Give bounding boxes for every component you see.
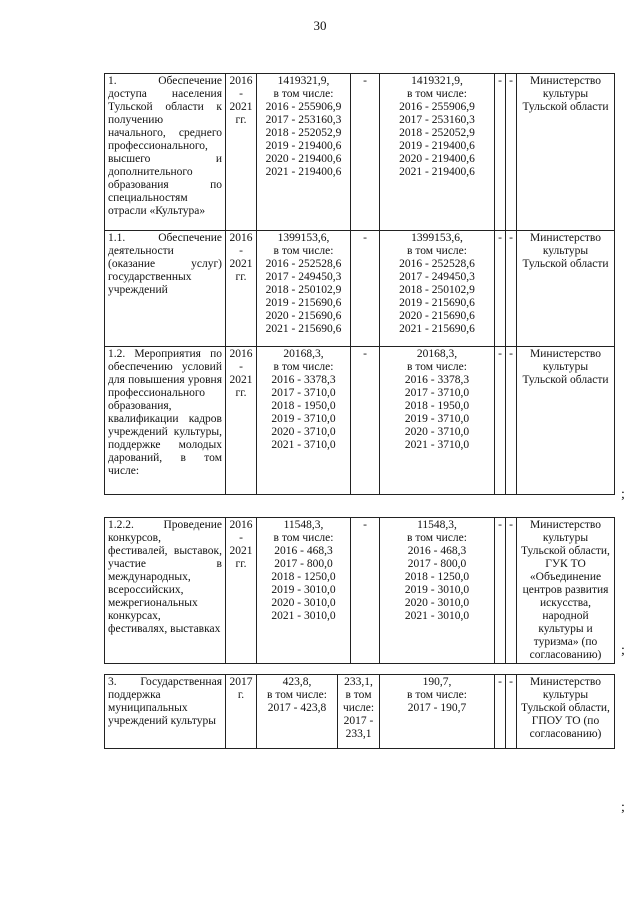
total-funding-cell-line: 20168,3, <box>283 348 324 360</box>
period-cell-line: гг. <box>235 558 247 570</box>
regional-funding-cell-line: 2018 - 250102,9 <box>399 284 475 296</box>
total-funding-cell-line: в том числе: <box>267 689 327 701</box>
regional-funding-cell-line: 11548,3, <box>417 519 457 531</box>
regional-funding-cell-line: 2018 - 252052,9 <box>399 127 475 139</box>
regional-funding-cell-line: 2020 - 219400,6 <box>399 153 475 165</box>
regional-funding-cell-line: 2017 - 3710,0 <box>404 387 470 399</box>
regional-funding-cell-line: в том числе: <box>407 361 467 373</box>
period-cell-line: - <box>239 532 243 544</box>
other-funding-cell: - <box>506 74 517 231</box>
activity-name-cell: 1.2. Мероприятия по обеспечению условий для повышения уровня профессионального образования, квалификации кадров учреждений культуры, поддержке молодых дарований, в том числе: <box>105 347 226 495</box>
regional-funding-cell-line: 2016 - 252528,6 <box>399 258 475 270</box>
total-funding-cell-line: 2021 - 215690,6 <box>265 323 342 335</box>
regional-funding-cell <box>380 231 495 347</box>
total-funding-cell-line: 2020 - 3710,0 <box>271 426 336 438</box>
federal-funding-cell <box>351 518 380 664</box>
total-funding-cell-line: 2019 - 215690,6 <box>265 297 342 309</box>
period-cell-line: - <box>239 245 243 257</box>
regional-funding-cell-line: в том числе: <box>407 689 467 701</box>
activity-name-cell: 1.2.2. Проведение конкурсов, фестивалей, выставок, участие в международных, всероссийских, межрегиональных конкурсах, фестивалях, выставках <box>105 518 226 664</box>
executor-cell: Министерство культуры Тульской области <box>517 74 615 231</box>
separator-semicolon: ; <box>621 643 625 658</box>
total-funding-cell-line: 423,8, <box>282 676 312 688</box>
federal-funding-cell-line: - <box>363 232 367 244</box>
regional-funding-cell <box>380 518 495 664</box>
period-cell <box>226 518 257 664</box>
regional-funding-cell-line: 2017 - 800,0 <box>407 558 467 570</box>
period-cell-line: 2021 <box>229 258 253 270</box>
regional-funding-cell-line: 20168,3, <box>416 348 458 360</box>
table-row <box>105 518 615 664</box>
total-funding-cell-line: в том числе: <box>273 361 334 373</box>
total-funding-cell-line: 2018 - 250102,9 <box>265 284 342 296</box>
total-funding-cell-line: 2017 - 3710,0 <box>271 387 336 399</box>
federal-funding-cell-line: числе: <box>342 702 375 714</box>
federal-funding-cell <box>351 231 380 347</box>
federal-funding-cell <box>338 675 380 749</box>
regional-funding-cell-line: 2016 - 3378,3 <box>404 374 470 386</box>
federal-funding-cell-line: - <box>363 75 367 87</box>
page-number: 30 <box>313 18 327 33</box>
executor-cell: Министерство культуры Тульской области <box>517 347 615 495</box>
activity-name-cell: 1.1. Обеспечение деятельности (оказание услуг) государственных учреждений <box>105 231 226 347</box>
regional-funding-cell-line: 2021 - 3710,0 <box>404 439 470 451</box>
table-row <box>105 347 615 495</box>
regional-funding-cell-line: 1419321,9, <box>411 75 463 87</box>
total-funding-cell-line: 11548,3, <box>283 519 324 531</box>
period-cell <box>226 347 257 495</box>
total-funding-cell-line: 2018 - 1250,0 <box>271 571 336 583</box>
other-funding-cell: - <box>506 231 517 347</box>
regional-funding-cell-line: 2021 - 219400,6 <box>399 166 475 178</box>
total-funding-cell-line: 2019 - 219400,6 <box>265 140 342 152</box>
total-funding-cell-line: 1399153,6, <box>277 232 330 244</box>
period-cell-line: гг. <box>235 114 247 126</box>
separator-semicolon: ; <box>621 800 625 815</box>
period-cell <box>226 675 257 749</box>
municipal-funding-cell: - <box>495 347 506 495</box>
period-cell <box>226 231 257 347</box>
municipal-funding-cell: - <box>495 231 506 347</box>
other-funding-cell: - <box>506 347 517 495</box>
table-row <box>105 74 615 231</box>
total-funding-cell-line: 2018 - 1950,0 <box>271 400 336 412</box>
total-funding-cell-line: 2020 - 219400,6 <box>265 153 342 165</box>
regional-funding-cell <box>380 74 495 231</box>
total-funding-cell-line: в том числе: <box>273 532 334 544</box>
other-funding-cell: - <box>506 518 517 664</box>
federal-funding-cell-line: - <box>363 348 367 360</box>
period-cell-line: 2021 <box>229 101 253 113</box>
total-funding-cell <box>257 231 351 347</box>
regional-funding-cell-line: в том числе: <box>407 245 467 257</box>
period-cell-line: г. <box>237 689 245 701</box>
total-funding-cell-line: 2020 - 3010,0 <box>271 597 336 609</box>
total-funding-cell-line: 2016 - 3378,3 <box>271 374 336 386</box>
regional-funding-cell-line: 2020 - 215690,6 <box>399 310 475 322</box>
total-funding-cell-line: 2017 - 253160,3 <box>265 114 342 126</box>
regional-funding-cell-line: 2021 - 215690,6 <box>399 323 475 335</box>
total-funding-cell <box>257 74 351 231</box>
regional-funding-cell-line: 2019 - 3010,0 <box>404 584 470 596</box>
regional-funding-cell-line: 2016 - 255906,9 <box>399 101 475 113</box>
table-row <box>105 675 615 749</box>
total-funding-cell-line: 2016 - 468,3 <box>274 545 333 557</box>
regional-funding-cell-line: 2016 - 468,3 <box>407 545 467 557</box>
regional-funding-cell-line: 190,7, <box>422 676 452 688</box>
regional-funding-cell-line: в том числе: <box>407 88 467 100</box>
regional-funding-cell-line: 2017 - 253160,3 <box>399 114 475 126</box>
program-table-block-2 <box>104 517 615 664</box>
municipal-funding-cell: - <box>495 518 506 664</box>
regional-funding-cell-line: в том числе: <box>407 532 467 544</box>
total-funding-cell-line: 2019 - 3010,0 <box>271 584 336 596</box>
period-cell-line: - <box>239 361 243 373</box>
federal-funding-cell <box>351 347 380 495</box>
federal-funding-cell <box>351 74 380 231</box>
regional-funding-cell-line: 2020 - 3710,0 <box>404 426 470 438</box>
municipal-funding-cell: - <box>495 675 506 749</box>
federal-funding-cell-line: 233,1, <box>344 676 373 688</box>
program-table-block-3 <box>104 674 615 749</box>
regional-funding-cell-line: 1399153,6, <box>411 232 463 244</box>
table-row <box>105 231 615 347</box>
regional-funding-cell-line: 2019 - 3710,0 <box>404 413 470 425</box>
total-funding-cell-line: 2020 - 215690,6 <box>265 310 342 322</box>
activity-name-cell: 3. Государственная поддержка муниципальных учреждений культуры <box>105 675 226 749</box>
separator-semicolon: ; <box>621 487 625 502</box>
period-cell-line: 2017 <box>229 676 253 688</box>
regional-funding-cell-line: 2017 - 249450,3 <box>399 271 475 283</box>
total-funding-cell <box>257 675 338 749</box>
total-funding-cell-line: 2016 - 252528,6 <box>265 258 342 270</box>
federal-funding-cell-line: - <box>363 519 367 531</box>
total-funding-cell <box>257 347 351 495</box>
period-cell-line: гг. <box>235 271 247 283</box>
total-funding-cell-line: 2019 - 3710,0 <box>271 413 336 425</box>
municipal-funding-cell: - <box>495 74 506 231</box>
federal-funding-cell-line: в том <box>345 689 372 701</box>
total-funding-cell-line: 2021 - 219400,6 <box>265 166 342 178</box>
period-cell-line: 2016 <box>229 75 253 87</box>
executor-cell: Министерство культуры Тульской области, ГУК ТО «Объединение центров развития искусства, народной культуры и туризма» (по согласованию) <box>517 518 615 664</box>
period-cell-line: 2016 <box>229 348 253 360</box>
period-cell-line: 2016 <box>229 232 253 244</box>
federal-funding-cell-line: 2017 - <box>343 715 374 727</box>
total-funding-cell-line: 2018 - 252052,9 <box>265 127 342 139</box>
regional-funding-cell-line: 2021 - 3010,0 <box>404 610 470 622</box>
regional-funding-cell-line: 2019 - 219400,6 <box>399 140 475 152</box>
regional-funding-cell-line: 2018 - 1250,0 <box>404 571 470 583</box>
regional-funding-cell-line: 2017 - 190,7 <box>407 702 467 714</box>
regional-funding-cell <box>380 347 495 495</box>
period-cell <box>226 74 257 231</box>
period-cell-line: гг. <box>235 387 247 399</box>
executor-cell: Министерство культуры Тульской области, ГПОУ ТО (по согласованию) <box>517 675 615 749</box>
total-funding-cell <box>257 518 351 664</box>
period-cell-line: 2016 <box>229 519 253 531</box>
period-cell-line: - <box>239 88 243 100</box>
total-funding-cell-line: 1419321,9, <box>277 75 330 87</box>
regional-funding-cell-line: 2018 - 1950,0 <box>404 400 470 412</box>
regional-funding-cell-line: 2019 - 215690,6 <box>399 297 475 309</box>
total-funding-cell-line: 2017 - 800,0 <box>274 558 333 570</box>
federal-funding-cell-line: 233,1 <box>345 728 372 740</box>
total-funding-cell-line: 2016 - 255906,9 <box>265 101 342 113</box>
total-funding-cell-line: 2017 - 423,8 <box>267 702 327 714</box>
total-funding-cell-line: в том числе: <box>273 88 334 100</box>
activity-name-cell: 1. Обеспечение доступа населения Тульской области к получению начального, среднего профессионального, высшего и дополнительного образования по специальностям отрасли «Культура» <box>105 74 226 231</box>
period-cell-line: 2021 <box>229 374 253 386</box>
other-funding-cell: - <box>506 675 517 749</box>
regional-funding-cell-line: 2020 - 3010,0 <box>404 597 470 609</box>
total-funding-cell-line: 2021 - 3710,0 <box>271 439 336 451</box>
total-funding-cell-line: 2021 - 3010,0 <box>271 610 336 622</box>
period-cell-line: 2021 <box>229 545 253 557</box>
program-table-block-1 <box>104 73 615 495</box>
total-funding-cell-line: в том числе: <box>273 245 334 257</box>
total-funding-cell-line: 2017 - 249450,3 <box>265 271 342 283</box>
executor-cell: Министерство культуры Тульской области <box>517 231 615 347</box>
regional-funding-cell <box>380 675 495 749</box>
